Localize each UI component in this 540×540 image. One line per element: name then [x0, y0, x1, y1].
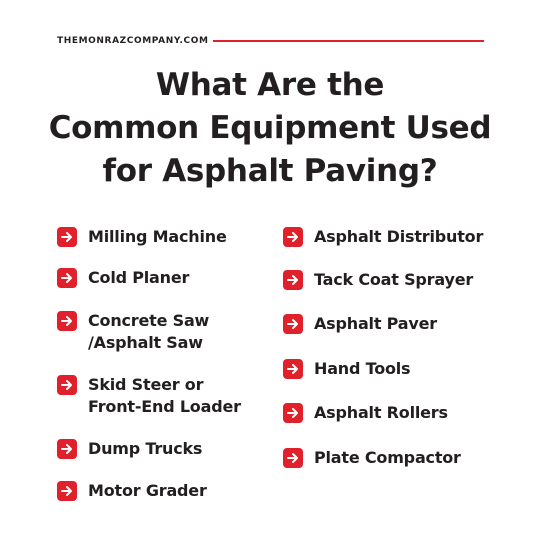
arrow-right-icon	[57, 481, 77, 501]
arrow-right-icon	[57, 268, 77, 288]
list-item	[57, 480, 207, 502]
arrow-right-icon	[283, 359, 303, 379]
list-item	[283, 447, 461, 469]
list-item	[57, 267, 189, 289]
item-label: Milling Machine	[88, 227, 227, 246]
site-name: THEMONRAZCOMPANY.COM	[57, 36, 209, 46]
item-label: Asphalt Paver	[314, 314, 437, 333]
arrow-right-icon	[283, 227, 303, 247]
list-item	[283, 402, 448, 424]
list-item	[57, 226, 227, 248]
item-label: Tack Coat Sprayer	[314, 270, 474, 289]
title-line-3: for Asphalt Paving?	[102, 153, 438, 189]
arrow-right-icon	[57, 375, 77, 395]
item-label: Asphalt Rollers	[314, 403, 448, 422]
arrow-right-icon	[57, 439, 77, 459]
page-title	[0, 64, 540, 193]
item-label: Asphalt Distributor	[314, 227, 484, 246]
item-label: Motor Grader	[88, 481, 207, 500]
list-item	[283, 313, 437, 335]
arrow-right-icon	[283, 314, 303, 334]
arrow-right-icon	[283, 270, 303, 290]
title-line-1: What Are the	[155, 67, 385, 103]
item-label: Concrete Saw /Asphalt Saw	[88, 311, 210, 352]
title-line-2: Common Equipment Used	[48, 110, 492, 146]
list-item	[57, 374, 241, 418]
item-label: Hand Tools	[314, 359, 411, 378]
item-label: Skid Steer or Front-End Loader	[88, 375, 241, 416]
list-item	[283, 358, 410, 380]
arrow-right-icon	[283, 403, 303, 423]
list-item	[283, 269, 473, 291]
list-item	[57, 310, 209, 354]
header-divider	[213, 40, 484, 42]
list-item	[57, 438, 202, 460]
item-label: Dump Trucks	[88, 439, 203, 458]
item-label: Cold Planer	[88, 268, 190, 287]
arrow-right-icon	[57, 227, 77, 247]
arrow-right-icon	[283, 448, 303, 468]
item-label: Plate Compactor	[314, 448, 461, 467]
list-item	[283, 226, 483, 248]
arrow-right-icon	[57, 311, 77, 331]
